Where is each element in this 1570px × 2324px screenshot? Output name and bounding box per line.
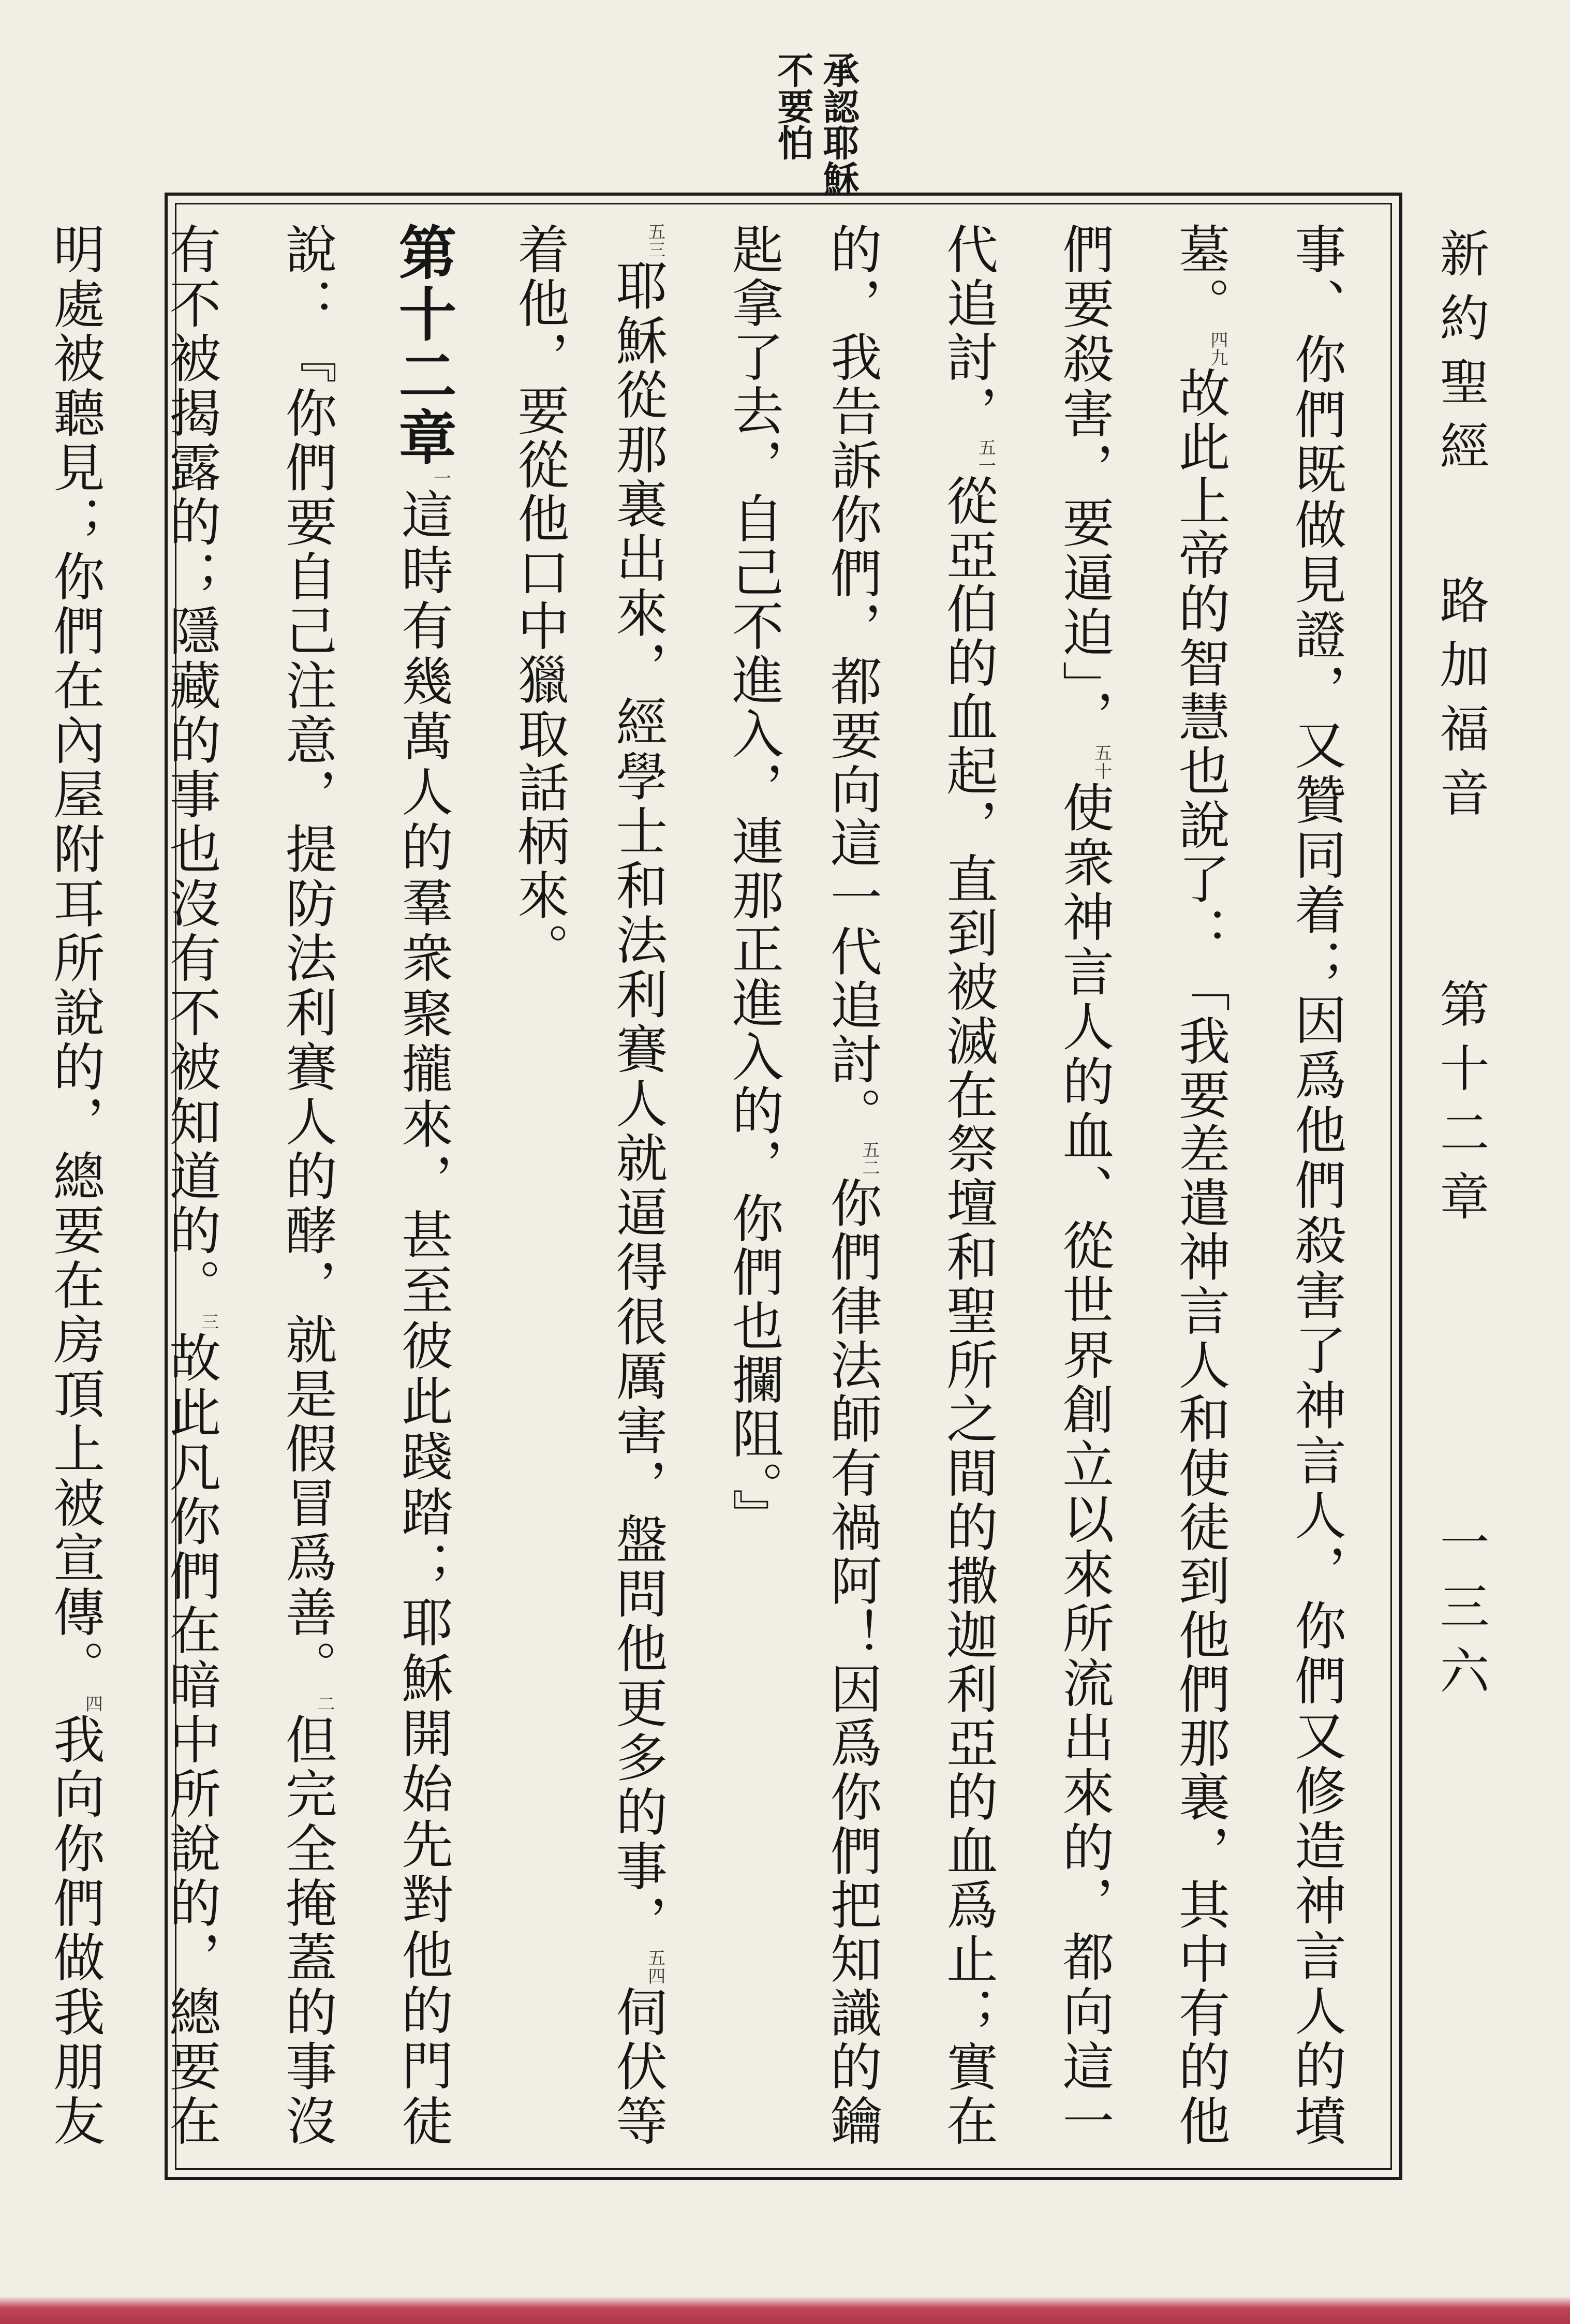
text-run: 你們律法師有禍阿！因爲你們把知識的鑰匙拿了去，自己不進入，連那正進入的，你們也攔阻。』 [723,223,882,2149]
page-number: 一三六 [1432,1517,1490,1709]
chapter-heading: 第十二章 [389,223,457,469]
text-run: 伺伏等着他，要從他口中獵取話柄來。 [509,223,668,2149]
text-run: 事、你們既做見證，又贊同着；因爲他們殺害了神言人，你們又修造神言人的墳墓。 [1169,223,1346,2148]
scripture-text [45,223,1365,2149]
text-run: 故此上帝的智慧也說了：「我要差遣神言人和使徒到他們那裏，其中有的他們要殺害，要逼迫」， [1054,223,1231,2149]
text-run: 這時有幾萬人的羣衆聚攏來，甚至彼此踐踏；耶穌開始先對他的門徒說：『你們要自己注意，提防法利賽人的酵，就是假冒爲善。 [276,223,454,2148]
text-run: 但完全掩蓋的事沒有不被揭露的；隱藏的事也沒有不被知道的。 [160,223,337,2149]
margin-note: 承認耶穌不要怕 [772,52,860,197]
page-edge [0,2297,1570,2324]
text-run: 從亞伯的血起，直到被滅在祭壇和聖所之間的撒迦利亞的血爲止；實在的，我告訴你們，都要向這一代追討。 [821,223,999,2149]
verse-number: 三 [198,1313,219,1331]
chapter-label: 第十二章 [1432,978,1490,1235]
text-run: 使衆神言人的血、從世界創立以來所流出來的，都向這一代追討， [938,223,1115,2149]
running-header [1422,228,1500,2184]
verse-number: 一 [430,469,451,488]
verse-number: 四九 [1207,330,1228,366]
verse-number: 二 [314,1694,335,1713]
text-run: 我向你們做我朋友 [45,1712,106,2149]
text-run: 耶穌從那裏出來，經學士和法利賽人就逼得很厲害，盤問他更多的事， [607,259,668,1949]
verse-number: 五三 [644,223,665,259]
verse-number: 五十 [1091,744,1112,781]
verse-number: 五一 [975,438,996,475]
text-run: 故此凡你們在暗中所說的，總要在明處被聽見；你們在內屋附耳所說的，總要在房頂上被宣傳。 [45,223,221,2149]
verse-number: 五四 [644,1948,665,1985]
book-title: 新約聖經 [1432,228,1490,484]
gospel-title: 路加福音 [1432,575,1490,831]
verse-number: 四 [82,1694,103,1713]
verse-number: 五二 [859,1140,880,1176]
